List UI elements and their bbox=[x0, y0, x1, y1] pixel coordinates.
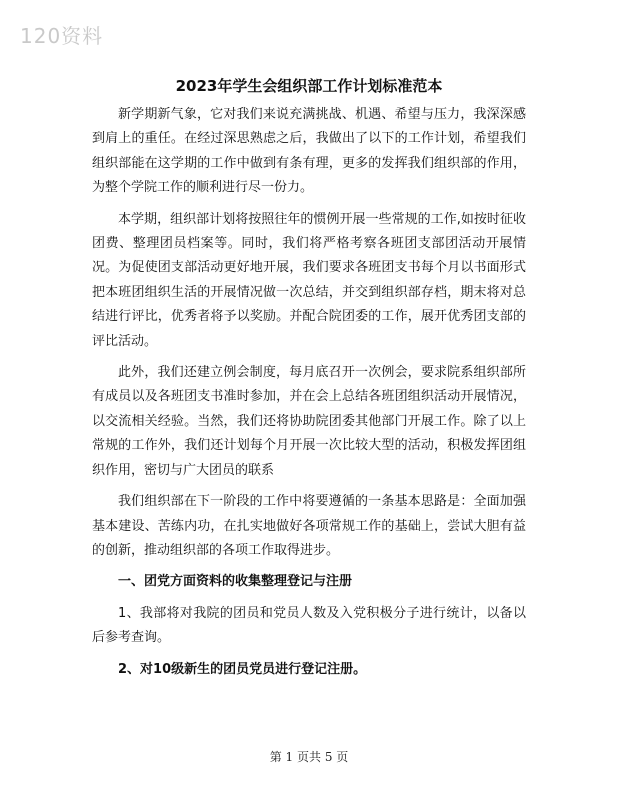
section-item-2: 2、对10级新生的团员党员进行登记注册。 bbox=[118, 661, 367, 677]
paragraph-approach: 我们组织部在下一阶段的工作中将要遵循的一条基本思路是：全面加强基本建设、苦练内功，在扎实地做好各项常规工作的基础上，尝试大胆有益的创新，推动组织部的各项工作取得进步。 bbox=[92, 494, 526, 558]
paragraph-intro: 新学期新气象，它对我们来说充满挑战、机遇、希望与压力，我深深感到肩上的重任。在经过深思熟虑之后，我做出了以下的工作计划，希望我们组织部能在这学期的工作中做到有条有理，更多的发挥我们组织部的作用，为整个学院工作的顺利进行尽一份力。 bbox=[92, 107, 526, 196]
paragraph-meetings: 此外，我们还建立例会制度，每月底召开一次例会，要求院系组织部所有成员以及各班团支书准时参加，并在会上总结各班团组织活动开展情况，以交流相关经验。当然，我们还将协助院团委其他部门开展工作。除了以上常规的工作外，我们还计划每个月开展一次比较大型的活动，积极发挥团组织作用，密切与广大团员的联系 bbox=[92, 365, 526, 478]
paragraph-semester-plan: 本学期，组织部计划将按照往年的惯例开展一些常规的工作,如按时征收团费、整理团员档案等。同时，我们将严格考察各班团支部团活动开展情况。为促使团支部活动更好地开展，我们要求各班团支书每个月以书面形式把本班团组织生活的开展情况做一次总结，并交到组织部存档，期末将对总结进行评比，优秀者将予以奖励。并配合院团委的工作，展开优秀团支部的评比活动。 bbox=[92, 211, 526, 349]
document-body bbox=[92, 103, 526, 689]
section-heading: 一、团党方面资料的收集整理登记与注册 bbox=[118, 574, 353, 590]
section-item-1: 1、我部将对我院的团员和党员人数及入党积极分子进行统计，以备以后参考查询。 bbox=[92, 605, 526, 646]
page-number: 第 1 页共 5 页 bbox=[269, 750, 349, 764]
document-title: 2023年学生会组织部工作计划标准范本 bbox=[175, 77, 443, 95]
watermark-logo: 120资料 bbox=[20, 24, 104, 48]
